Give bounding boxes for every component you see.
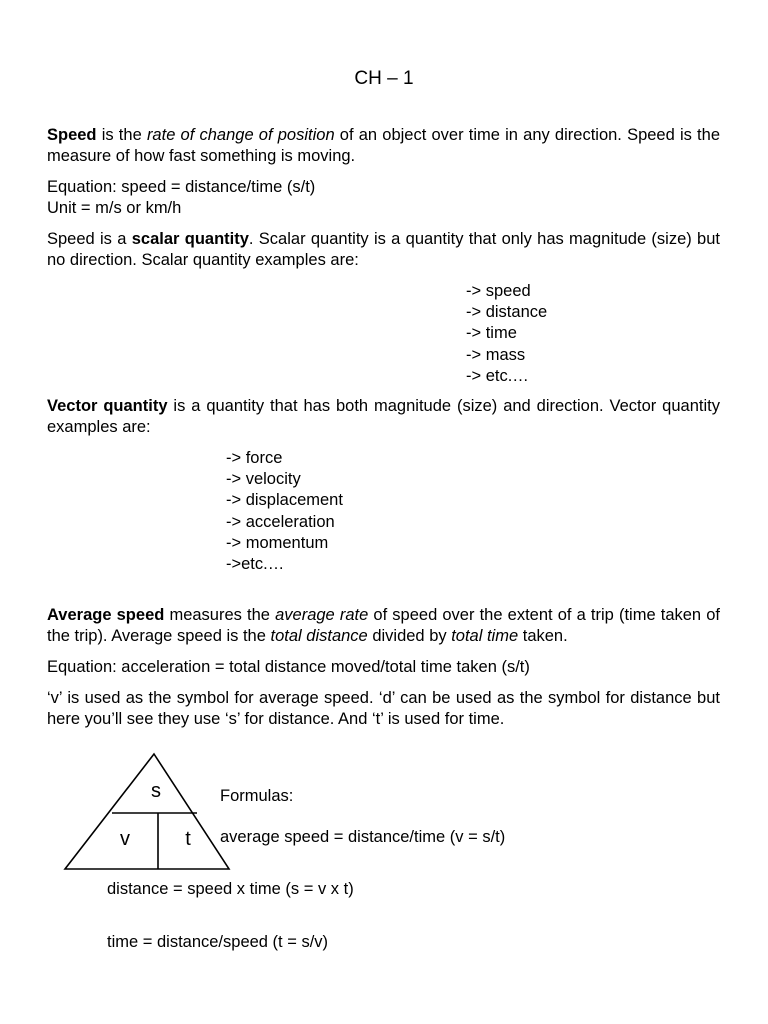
- list-item: -> force: [226, 449, 283, 467]
- list-item: -> speed: [466, 282, 531, 300]
- triangle-outline: [65, 754, 229, 869]
- average-speed-term: Average speed: [47, 606, 165, 624]
- formula-distance: distance = speed x time (s = v x t): [107, 880, 354, 898]
- list-item: -> mass: [466, 345, 526, 364]
- list-item: -> displacement: [226, 491, 343, 510]
- vector-term: Vector quantity: [47, 397, 168, 415]
- list-item: -> time: [466, 324, 517, 343]
- triangle-label-t: t: [185, 828, 191, 850]
- list-item: -> etc.…: [466, 366, 529, 385]
- formula-time: time = distance/speed (t = s/v): [107, 933, 329, 951]
- speed-equation: Equation: speed = distance/time (s/t): [47, 178, 316, 196]
- list-item: ->etc.…: [226, 555, 285, 574]
- formula-average-speed: average speed = distance/time (v = s/t): [220, 828, 506, 846]
- formulas-heading: Formulas:: [220, 787, 294, 805]
- triangle-label-s: s: [151, 780, 161, 802]
- formula-triangle-diagram: [62, 751, 232, 873]
- triangle-label-v: v: [120, 828, 130, 850]
- list-item: -> acceleration: [226, 512, 335, 531]
- list-item: -> velocity: [226, 470, 301, 489]
- speed-term: Speed: [47, 126, 97, 144]
- list-item: -> momentum: [226, 533, 329, 552]
- scalar-definition: Speed is a scalar quantity. Scalar quantity is a quantity that only has magnitude (size) but no direction. Scalar quantity examples are:: [47, 230, 720, 269]
- list-item: -> distance: [466, 303, 548, 322]
- vector-examples-list: [226, 448, 343, 575]
- speed-unit: Unit = m/s or km/h: [47, 199, 182, 217]
- speed-definition: Speed is the rate of change of position of an object over time in any direction. Speed is the measure of how fast something is moving.: [47, 126, 720, 165]
- average-speed-definition: Average speed measures the average rate of speed over the extent of a trip (time taken of the trip). Average speed is the total distance divided by total time taken.: [47, 606, 720, 645]
- symbol-explanation: ‘v’ is used as the symbol for average speed. ‘d’ can be used as the symbol for distance but here you’ll see they use ‘s’ for distance. And ‘t’ is used for time.: [47, 689, 720, 728]
- scalar-term: scalar quantity: [131, 230, 249, 248]
- vector-definition: Vector quantity is a quantity that has both magnitude (size) and direction. Vector quantity examples are:: [47, 397, 720, 436]
- speed-emphasis: rate of change of position: [146, 126, 335, 144]
- page-title: CH – 1: [354, 68, 414, 89]
- average-speed-equation: Equation: acceleration = total distance moved/total time taken (s/t): [47, 658, 530, 676]
- scalar-examples-list: [466, 281, 547, 387]
